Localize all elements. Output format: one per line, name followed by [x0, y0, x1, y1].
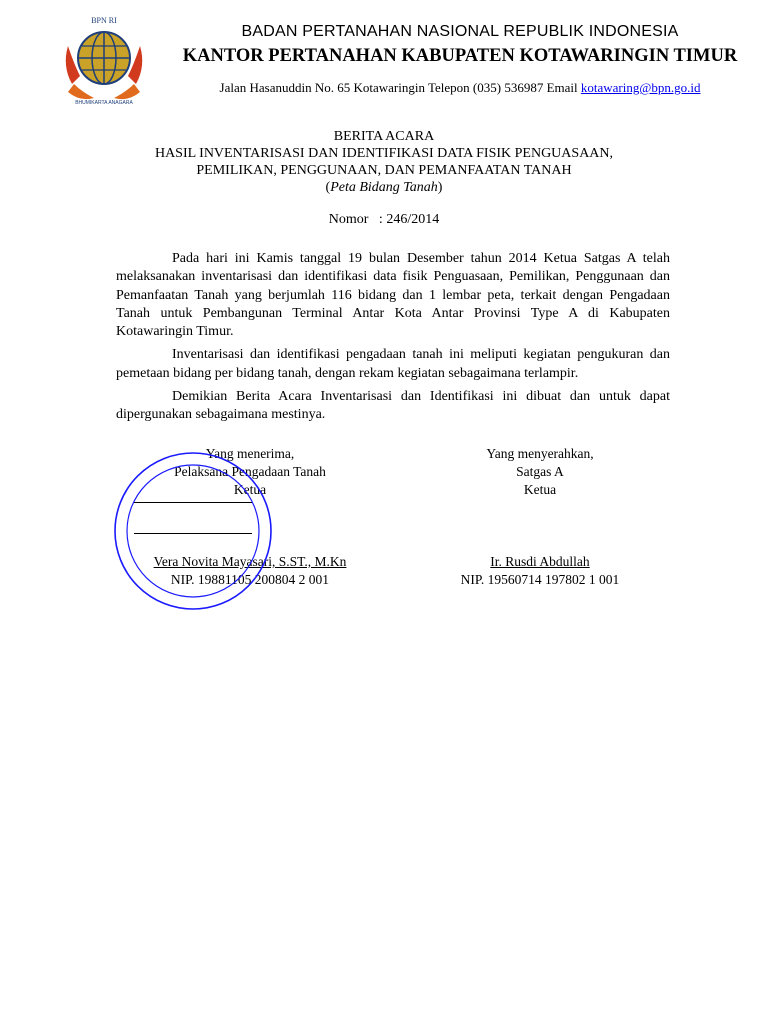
- address-text: Jalan Hasanuddin No. 65 Kotawaringin Telepon (035) 536987 Email: [219, 80, 581, 95]
- document-title: [100, 128, 668, 196]
- office-name: KANTOR PERTANAHAN KABUPATEN KOTAWARINGIN TIMUR: [182, 46, 738, 66]
- title-line-2: HASIL INVENTARISASI DAN IDENTIFIKASI DATA FISIK PENGUASAAN,: [154, 146, 614, 161]
- agency-name: BADAN PERTANAHAN NASIONAL REPUBLIK INDONESIA: [241, 23, 679, 40]
- submitter-line-1: Yang menyerahkan,: [486, 446, 594, 461]
- document-number: Nomor : 246/2014: [328, 212, 440, 227]
- title-line-3: PEMILIKAN, PENGGUNAAN, DAN PEMANFAATAN TANAH: [196, 163, 572, 178]
- body-paragraph-3: Demikian Berita Acara Inventarisasi dan Identifikasi ini dibuat dan untuk dapat dipergunakan sebagaimana mestinya.: [116, 389, 670, 423]
- body-paragraph-2: Inventarisasi dan identifikasi pengadaan tanah ini meliputi kegiatan pengukuran dan pemetaan bidang per bidang tanah, dengan rekam kegiatan sebagaimana terlampir.: [116, 347, 670, 381]
- body-paragraph-1: Pada hari ini Kamis tanggal 19 bulan Desember tahun 2014 Ketua Satgas A telah melaksanakan inventarisasi dan identifikasi data fisik Penguasaan, Pemilikan, Penggunaan dan Pemanfaatan Tanah yang berjumlah 116 bidang dan 1 lembar peta, terkait dengan Pengadaan Tanah untuk Pembangunan Terminal Antar Kota Antar Provinsi Type A di Kabupaten Kotawaringin Timur.: [116, 251, 670, 340]
- logo-text-top: BPN RI: [91, 16, 117, 25]
- receiver-name: Vera Novita Mayasari, S.ST., M.Kn: [153, 554, 347, 569]
- signature-submitter: [420, 445, 660, 589]
- submitter-name: Ir. Rusdi Abdullah: [490, 554, 590, 569]
- title-line-4: [100, 179, 668, 196]
- bpn-logo: [58, 14, 150, 106]
- submitter-line-2: Satgas A: [516, 464, 564, 479]
- logo-text-bottom: BHUMIKARTA ANAGARA: [75, 100, 133, 106]
- globe-icon: [78, 32, 130, 84]
- receiver-line-3: Ketua: [233, 482, 267, 497]
- receiver-nip: NIP. 19881105 200804 2 001: [170, 572, 330, 587]
- paren-open: (: [325, 180, 331, 195]
- stamp-circle-icon: [112, 450, 274, 612]
- document-body: [116, 250, 670, 430]
- paren-close: ): [437, 180, 443, 195]
- office-address: [160, 80, 760, 96]
- title-subtitle: Peta Bidang Tanah: [330, 180, 438, 195]
- receiver-line-2: Pelaksana Pengadaan Tanah: [174, 464, 326, 479]
- submitter-nip: NIP. 19560714 197802 1 001: [460, 572, 620, 587]
- email-link[interactable]: kotawaring@bpn.go.id: [580, 80, 701, 95]
- receiver-line-1: Yang menerima,: [205, 446, 295, 461]
- title-line-1: BERITA ACARA: [333, 129, 435, 144]
- submitter-line-3: Ketua: [523, 482, 557, 497]
